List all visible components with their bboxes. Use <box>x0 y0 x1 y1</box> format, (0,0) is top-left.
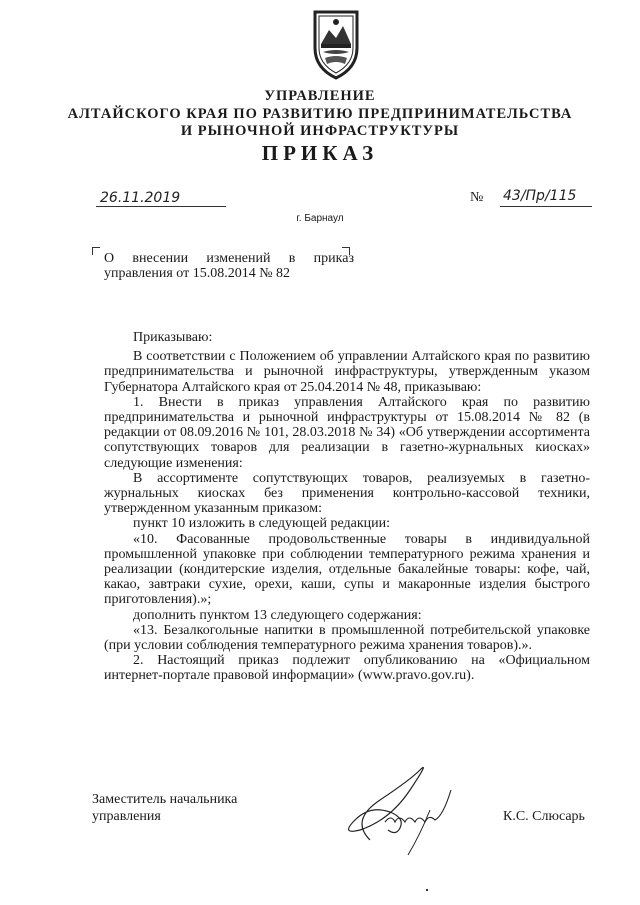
date-underline <box>96 206 226 207</box>
paragraph-item-1: 1. Внести в приказ управления Алтайского края по развитию предпринимательства и рыночной инфраструктуры от 15.08.2014 № 82 (в редакции от 08.09.2016 № 101, 28.03.2018 № 34) «Об утверждении ассортимента сопутствующих товаров для реализации в газетно-журнальных киосках» следующие изменения: <box>104 394 590 471</box>
number-underline <box>500 206 592 207</box>
bracket-top-left <box>92 247 100 255</box>
paragraph-item-13: «13. Безалкогольные напитки в промышленной потребительской упаковке (при условии соблюдения температурного режима хранения товаров).». <box>104 622 590 654</box>
doc-number: 43/Пр/115 <box>503 188 577 204</box>
signer-position-line2: управления <box>92 809 161 824</box>
paragraph-basis: В соответствии с Положением об управлении Алтайского края по развитию предпринимательства и рыночной инфраструктуры, утвержденным указом Губернатора Алтайского края от 25.04.2014 № 48, приказываю: <box>104 349 590 395</box>
signature-scribble <box>330 750 470 860</box>
doc-date: 26.11.2019 <box>100 190 181 206</box>
paragraph-item-2: 2. Настоящий приказ подлежит опубликованию на «Официальном интернет-портале правовой информации» (www.pravo.gov.ru). <box>104 653 590 684</box>
subject-line1: О внесении изменений в приказ <box>104 251 354 266</box>
doc-title: ПРИКАЗ <box>261 141 379 165</box>
signer-name: К.С. Слюсарь <box>503 809 585 824</box>
paragraph-assortment: В ассортименте сопутствующих товаров, реализуемых в газетно-журнальных киосках без применения контрольно-кассовой техники, утвержденном указанным приказом: <box>104 470 590 517</box>
signer-position-line1: Заместитель начальника <box>92 792 238 807</box>
subject-line2: управления от 15.08.2014 № 82 <box>104 266 291 281</box>
org-name-line1: УПРАВЛЕНИЕ <box>264 88 376 104</box>
paragraph-item-10: «10. Фасованные продовольственные товары в индивидуальной промышленной упаковке при соблюдении температурного режима хранения и реализации (кондитерские изделия, отдельные бакалейные товары: кофе, чай, какао, завтраки сухие, орехи, каши, супы и макаронные изделия быстрого приготовления).»; <box>104 531 590 608</box>
number-label: № <box>470 190 484 205</box>
paragraph-item-10-intro: пункт 10 изложить в следующей редакции: <box>133 516 390 532</box>
org-name-line2: АЛТАЙСКОГО КРАЯ ПО РАЗВИТИЮ ПРЕДПРИНИМАТЕЛЬСТВА <box>67 106 573 122</box>
emblem-icon <box>309 8 363 80</box>
order-word: Приказываю: <box>133 330 213 345</box>
paragraph-item-13-intro: дополнить пунктом 13 следующего содержания: <box>133 607 422 623</box>
page-dot <box>426 889 428 891</box>
city: г. Барнаул <box>296 213 344 224</box>
org-name-line3: И РЫНОЧНОЙ ИНФРАСТРУКТУРЫ <box>180 123 460 139</box>
